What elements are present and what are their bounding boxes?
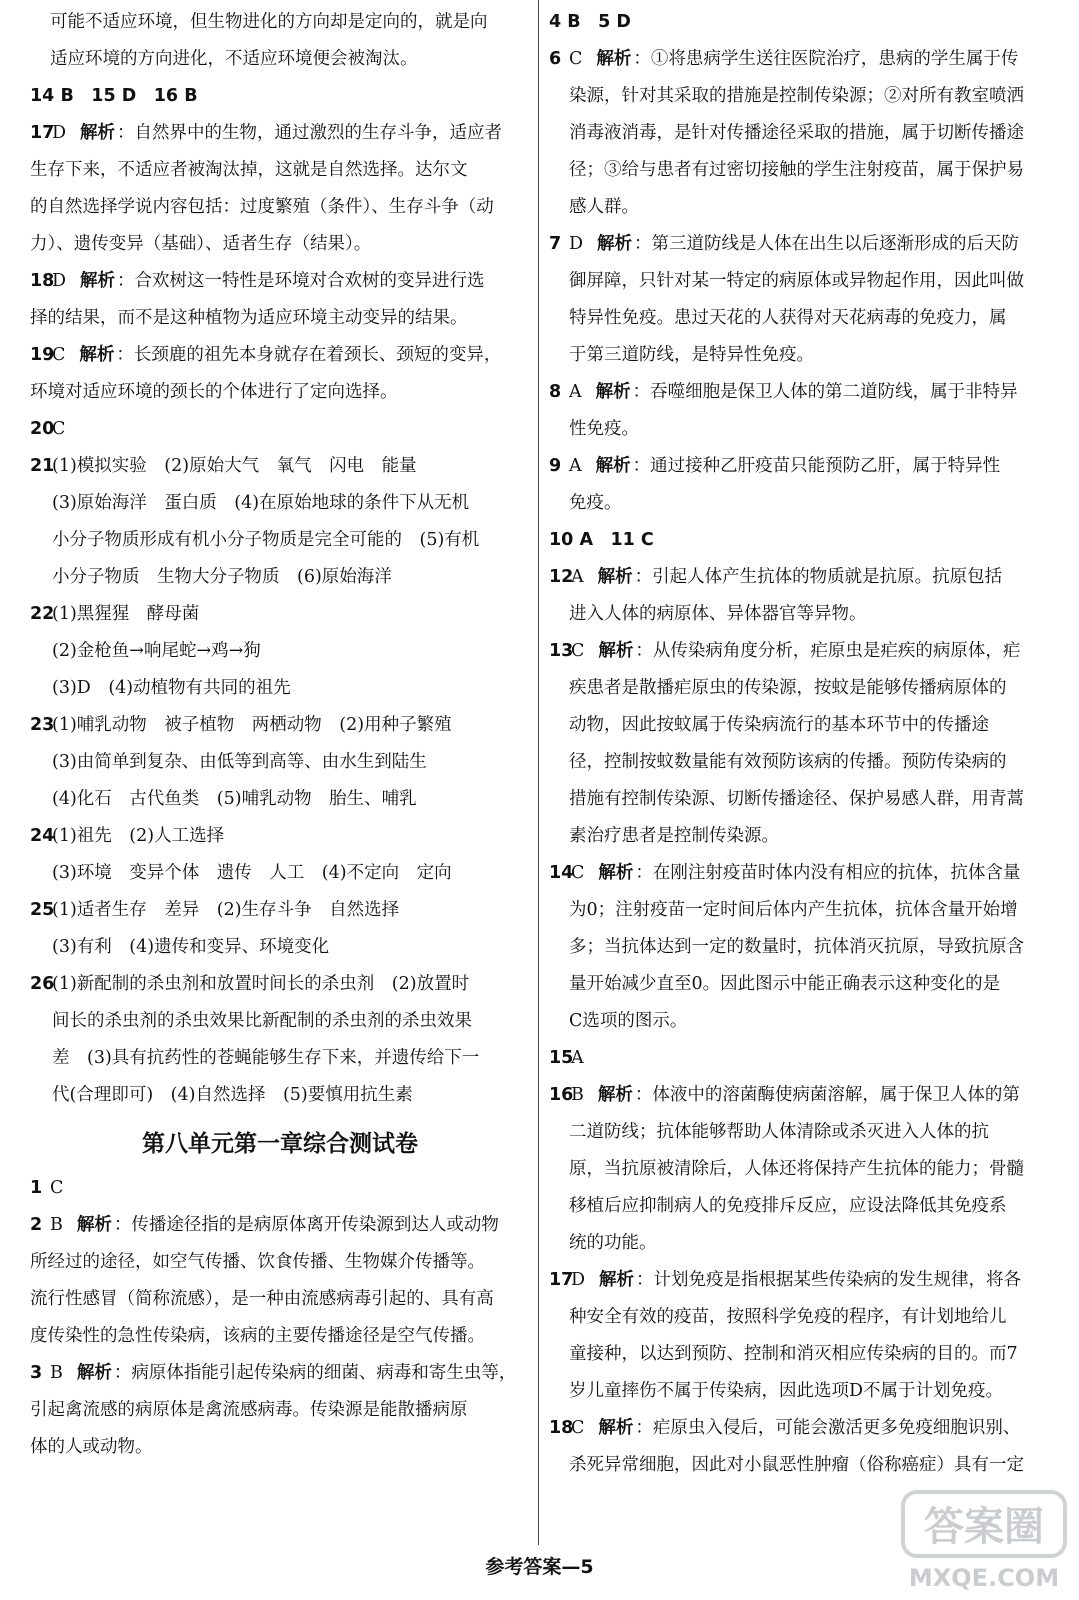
right-column bbox=[549, 4, 1049, 1484]
left-column bbox=[30, 4, 530, 1466]
intro-line-2: 适应环境的方向进化，不适应环境便会被淘汰。 bbox=[50, 49, 418, 69]
answer-s3: 3 B 解析 ：病原体指能引起传染病的细菌、病毒和寄生虫等， bbox=[30, 1355, 530, 1392]
page-footer: 参考答案—5 bbox=[485, 1556, 594, 1578]
explanation-line: 二道防线；抗体能够帮助人体清除或杀灭进入人体的抗 bbox=[569, 1122, 989, 1142]
explanation-line: 径，控制按蚊数量能有效预防该病的传播。预防传染病的 bbox=[569, 752, 1007, 772]
answer-25: 25 (1)适者生存 差异 (2)生存斗争 自然选择 bbox=[30, 892, 530, 929]
answer-number: 1 bbox=[30, 1178, 43, 1198]
watermark-bottom-text: MXQE.COM bbox=[908, 1564, 1060, 1592]
answer-number: 18 bbox=[30, 271, 55, 291]
explanation-line: 生存下来，不适应者被淘汰掉，这就是自然选择。达尔文 bbox=[30, 160, 468, 180]
answer-number: 8 bbox=[549, 382, 562, 402]
answer-23: 23 (1)哺乳动物 被子植物 两栖动物 (2)用种子繁殖 bbox=[30, 707, 530, 744]
answer-line: (3)有利 (4)遗传和变异、环境变化 bbox=[52, 937, 330, 957]
explanation-line: 岁儿童摔伤不属于传染病，因此选项D不属于计划免疫。 bbox=[569, 1381, 1004, 1401]
answer-line: (4)化石 古代鱼类 (5)哺乳动物 胎生、哺乳 bbox=[52, 789, 417, 809]
explanation-line: 感人群。 bbox=[569, 197, 639, 217]
answer-number: 13 bbox=[549, 641, 574, 661]
answer-number: 16 bbox=[549, 1085, 574, 1105]
answer-number: 26 bbox=[30, 974, 55, 994]
column-divider bbox=[538, 0, 539, 1545]
explanation-line: 动物，因此按蚊属于传染病流行的基本环节中的传播途 bbox=[569, 715, 989, 735]
answer-number: 15 bbox=[549, 1048, 574, 1068]
answer-line: 小分子物质 生物大分子物质 (6)原始海洋 bbox=[52, 567, 392, 587]
explanation-line: 量开始减少直至0。因此图示中能正确表示这种变化的是 bbox=[569, 974, 1001, 994]
answer-number: 23 bbox=[30, 715, 55, 735]
answer-s17: 17 D 解析 ：计划免疫是指根据某些传染病的发生规律，将各 bbox=[549, 1262, 1049, 1299]
answer-number: 7 bbox=[549, 234, 562, 254]
answer-number: 9 bbox=[549, 456, 562, 476]
answer-s7: 7 D 解析 ：第三道防线是人体在出生以后逐渐形成的后天防 bbox=[549, 226, 1049, 263]
answer-s8: 8 A 解析 ：吞噬细胞是保卫人体的第二道防线，属于非特异 bbox=[549, 374, 1049, 411]
explanation-line: 原，当抗原被清除后，人体还将保持产生抗体的能力；骨髓 bbox=[569, 1159, 1024, 1179]
answer-number: 2 bbox=[30, 1215, 43, 1235]
explanation-line: 引起禽流感的病原体是禽流感病毒。传染源是能散播病原 bbox=[30, 1400, 468, 1420]
explanation-line: 性免疫。 bbox=[569, 419, 639, 439]
answer-line: (3)由简单到复杂、由低等到高等、由水生到陆生 bbox=[52, 752, 427, 772]
answer-number: 25 bbox=[30, 900, 55, 920]
explanation-line: 童接种，以达到预防、控制和消灭相应传染病的目的。而7 bbox=[569, 1344, 1018, 1364]
answer-26: 26 (1)新配制的杀虫剂和放置时间长的杀虫剂 (2)放置时 bbox=[30, 966, 530, 1003]
answer-s6: 6 C 解析 ：①将患病学生送往医院治疗，患病的学生属于传 bbox=[549, 41, 1049, 78]
answers-14-16: 14 B 15 D 16 B bbox=[30, 86, 198, 106]
explanation-line: 力）、遗传变异（基础）、适者生存（结果）。 bbox=[30, 234, 372, 254]
section-title: 第八单元第一章综合测试卷 bbox=[142, 1131, 418, 1157]
answer-line: 差 (3)具有抗药性的苍蝇能够生存下来，并遗传给下一 bbox=[52, 1048, 480, 1068]
answer-number: 14 bbox=[549, 863, 574, 883]
explanation-line: 疾患者是散播疟原虫的传染源，按蚊是能够传播病原体的 bbox=[569, 678, 1007, 698]
answers-10-11: 10 A 11 C bbox=[549, 530, 654, 550]
answer-number: 17 bbox=[30, 123, 55, 143]
answer-18: 18 D 解析 ：合欢树这一特性是环境对合欢树的变异进行选 bbox=[30, 263, 530, 300]
answer-21: 21 (1)模拟实验 (2)原始大气 氧气 闪电 能量 bbox=[30, 448, 530, 485]
answer-number: 21 bbox=[30, 456, 55, 476]
answer-s2: 2 B 解析 ：传播途径指的是病原体离开传染源到达人或动物 bbox=[30, 1207, 530, 1244]
answer-number: 20 bbox=[30, 419, 55, 439]
explanation-line: 杀死异常细胞，因此对小鼠恶性肿瘤（俗称癌症）具有一定 bbox=[569, 1455, 1024, 1475]
explanation-line: 择的结果，而不是这种植物为适应环境主动变异的结果。 bbox=[30, 308, 468, 328]
answer-line: 小分子物质形成有机小分子物质是完全可能的 (5)有机 bbox=[52, 530, 480, 550]
answer-number: 22 bbox=[30, 604, 55, 624]
explanation-line: 统的功能。 bbox=[569, 1233, 657, 1253]
explanation-line: 种安全有效的疫苗，按照科学免疫的程序，有计划地给儿 bbox=[569, 1307, 1007, 1327]
answer-line: 间长的杀虫剂的杀虫效果比新配制的杀虫剂的杀虫效果 bbox=[52, 1011, 472, 1031]
answer-s18: 18 C 解析 ：疟原虫入侵后，可能会激活更多免疫细胞识别、 bbox=[549, 1410, 1049, 1447]
answer-s15: 15 A bbox=[549, 1040, 1049, 1077]
explanation-line: 免疫。 bbox=[569, 493, 622, 513]
explanation-line: 径；③给与患者有过密切接触的学生注射疫苗，属于保护易 bbox=[569, 160, 1024, 180]
answer-19: 19 C 解析 ：长颈鹿的祖先本身就存在着颈长、颈短的变异， bbox=[30, 337, 530, 374]
intro-line-1: 可能不适应环境，但生物进化的方向却是定向的，就是向 bbox=[50, 12, 488, 32]
answer-line: (2)金枪鱼→响尾蛇→鸡→狗 bbox=[52, 641, 261, 661]
watermark-top-text: 答案圈 bbox=[924, 1504, 1044, 1550]
explanation-line: 流行性感冒（简称流感），是一种由流感病毒引起的、具有高 bbox=[30, 1289, 494, 1309]
explanation-line: 于第三道防线，是特异性免疫。 bbox=[569, 345, 814, 365]
answer-s12: 12 A 解析 ：引起人体产生抗体的物质就是抗原。抗原包括 bbox=[549, 559, 1049, 596]
explanation-line: 的自然选择学说内容包括：过度繁殖（条件）、生存斗争（动 bbox=[30, 197, 494, 217]
explanation-line: 移植后应抑制病人的免疫排斥反应，应设法降低其免疫系 bbox=[569, 1196, 1007, 1216]
answer-17: 17 D 解析 ：自然界中的生物，通过激烈的生存斗争，适应者 bbox=[30, 115, 530, 152]
answer-22: 22 (1)黑猩猩 酵母菌 bbox=[30, 596, 530, 633]
explanation-line: 消毒液消毒，是针对传播途径采取的措施，属于切断传播途 bbox=[569, 123, 1024, 143]
answer-number: 3 bbox=[30, 1363, 43, 1383]
explanation-line: 为0；注射疫苗一定时间后体内产生抗体，抗体含量开始增 bbox=[569, 900, 1018, 920]
explanation-line: 御屏障，只针对某一特定的病原体或异物起作用，因此叫做 bbox=[569, 271, 1024, 291]
answer-line: 代(合理即可) (4)自然选择 (5)要慎用抗生素 bbox=[52, 1085, 413, 1105]
answer-24: 24 (1)祖先 (2)人工选择 bbox=[30, 818, 530, 855]
explanation-line: 进入人体的病原体、异体器官等异物。 bbox=[569, 604, 867, 624]
answer-s9: 9 A 解析 ：通过接种乙肝疫苗只能预防乙肝，属于特异性 bbox=[549, 448, 1049, 485]
explanation-line: 措施有控制传染源、切断传播途径、保护易感人群，用青蒿 bbox=[569, 789, 1024, 809]
answer-number: 17 bbox=[549, 1270, 574, 1290]
answer-number: 24 bbox=[30, 826, 55, 846]
watermark-logo bbox=[899, 1488, 1069, 1596]
explanation-line: 染源，针对其采取的措施是控制传染源；②对所有教室喷洒 bbox=[569, 86, 1024, 106]
answer-line: (3)原始海洋 蛋白质 (4)在原始地球的条件下从无机 bbox=[52, 493, 470, 513]
explanation-line: C选项的图示。 bbox=[569, 1011, 688, 1031]
answer-s14: 14 C 解析 ：在刚注射疫苗时体内没有相应的抗体，抗体含量 bbox=[549, 855, 1049, 892]
explanation-line: 所经过的途径，如空气传播、饮食传播、生物媒介传播等。 bbox=[30, 1252, 485, 1272]
answer-number: 12 bbox=[549, 567, 574, 587]
answer-line: (3)环境 变异个体 遗传 人工 (4)不定向 定向 bbox=[52, 863, 452, 883]
explanation-line: 体的人或动物。 bbox=[30, 1437, 153, 1457]
answer-s16: 16 B 解析 ：体液中的溶菌酶使病菌溶解，属于保卫人体的第 bbox=[549, 1077, 1049, 1114]
answers-4-5: 4 B 5 D bbox=[549, 12, 631, 32]
answer-number: 19 bbox=[30, 345, 55, 365]
explanation-line: 度传染性的急性传染病，该病的主要传播途径是空气传播。 bbox=[30, 1326, 485, 1346]
answer-line: (3)D (4)动植物有共同的祖先 bbox=[52, 678, 291, 698]
explanation-line: 多；当抗体达到一定的数量时，抗体消灭抗原，导致抗原含 bbox=[569, 937, 1024, 957]
explanation-line: 特异性免疫。患过天花的人获得对天花病毒的免疫力，属 bbox=[569, 308, 1007, 328]
explanation-line: 环境对适应环境的颈长的个体进行了定向选择。 bbox=[30, 382, 398, 402]
answer-number: 6 bbox=[549, 49, 562, 69]
answer-number: 18 bbox=[549, 1418, 574, 1438]
explanation-line: 素治疗患者是控制传染源。 bbox=[569, 826, 779, 846]
answer-s1: 1 C bbox=[30, 1170, 530, 1207]
answer-s13: 13 C 解析 ：从传染病角度分析，疟原虫是疟疾的病原体，疟 bbox=[549, 633, 1049, 670]
answer-20: 20 C bbox=[30, 411, 530, 448]
